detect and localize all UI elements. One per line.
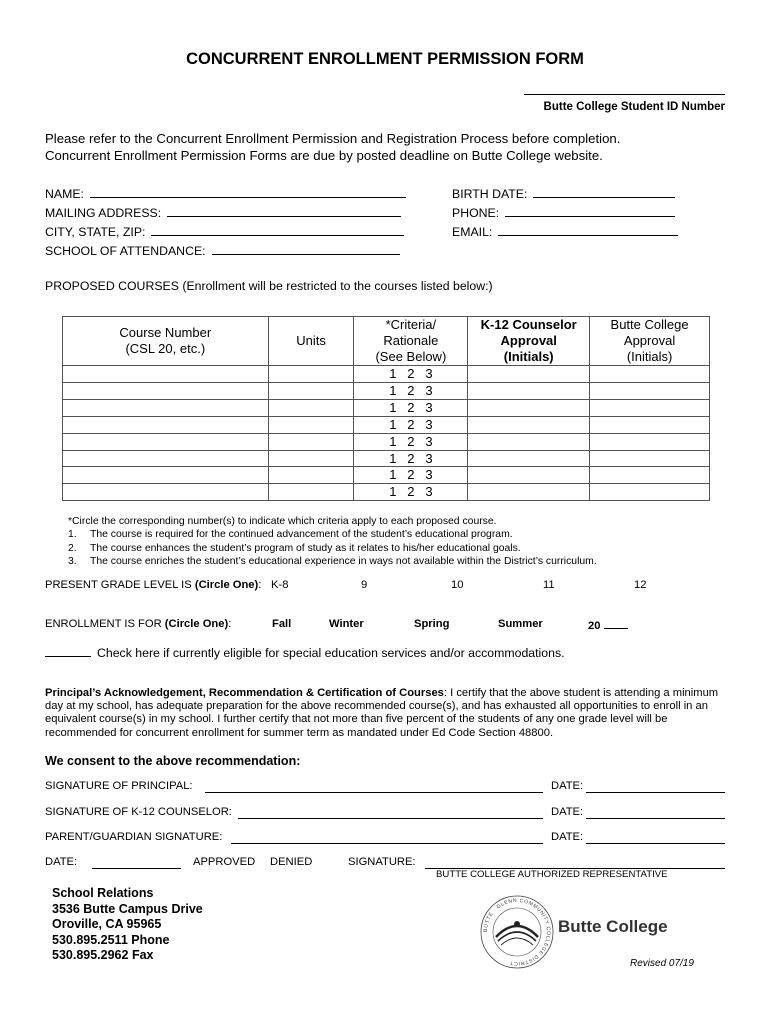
header-criteria-line1: *Criteria/ bbox=[385, 317, 437, 332]
counselor-date-input[interactable] bbox=[586, 818, 725, 819]
school-label: SCHOOL OF ATTENDANCE: bbox=[45, 244, 206, 258]
term-option-summer[interactable]: Summer bbox=[498, 618, 543, 630]
principal-signature-label: SIGNATURE OF PRINCIPAL: bbox=[45, 780, 193, 792]
birth-label: BIRTH DATE: bbox=[452, 187, 528, 201]
phone-field bbox=[452, 204, 675, 220]
criteria-cell[interactable]: 1 2 3 bbox=[354, 484, 468, 501]
principal-signature-row bbox=[45, 780, 193, 792]
header-butte-line1: Butte College bbox=[610, 317, 689, 332]
city-label: CITY, STATE, ZIP: bbox=[45, 225, 146, 239]
principal-text: : I certify that the above student is attending a minimum day at my school, has adequate preparation for the above recommended course(s), and has exhausted all opportunities to enroll in an equivalent course(s) in my school. I further certify that not more than five percent of the students of any one grade level will be recommended for concurrent enrollment for summer term as mandated under Ed Code Section 48800. bbox=[45, 687, 719, 739]
city-input[interactable] bbox=[151, 223, 404, 236]
header-units-line1: Units bbox=[296, 333, 326, 348]
course-number-cell[interactable] bbox=[63, 366, 269, 383]
criteria-notes-intro: *Circle the corresponding number(s) to indicate which criteria apply to each proposed course. bbox=[68, 516, 497, 527]
special-ed-label: Check here if currently eligible for special education services and/or accommodations. bbox=[97, 646, 565, 660]
counselor-signature-row bbox=[45, 806, 232, 818]
mailing-label: MAILING ADDRESS: bbox=[45, 206, 162, 220]
grade-circle-instruction: (Circle One) bbox=[194, 579, 259, 591]
courses-table bbox=[62, 316, 710, 501]
criteria-note-text: The course is required for the continued advancement of the student’s educational program. bbox=[90, 529, 513, 541]
parent-signature-row bbox=[45, 831, 222, 843]
intro-line-1: Please refer to the Concurrent Enrollment Permission and Registration Process before completion. bbox=[45, 131, 621, 146]
school-relations-address bbox=[52, 886, 203, 964]
header-criteria bbox=[354, 317, 468, 366]
counselor-date-label: DATE: bbox=[551, 806, 584, 818]
header-units bbox=[268, 317, 354, 366]
criteria-cell[interactable]: 1 2 3 bbox=[354, 450, 468, 467]
course-row bbox=[63, 382, 710, 399]
term-option-spring[interactable]: Spring bbox=[414, 618, 450, 630]
butte-initials-cell[interactable] bbox=[590, 467, 710, 484]
criteria-note-text: The course enhances the student’s program of study as it relates to his/her educational goals. bbox=[90, 542, 521, 554]
intro-text bbox=[45, 130, 735, 164]
criteria-cell[interactable]: 1 2 3 bbox=[354, 433, 468, 450]
k12-initials-cell[interactable] bbox=[468, 382, 590, 399]
butte-college-logo: Butte College bbox=[558, 917, 668, 936]
school-input[interactable] bbox=[212, 242, 400, 255]
enrollment-circle-instruction: (Circle One) bbox=[164, 618, 229, 630]
units-cell[interactable] bbox=[268, 399, 354, 416]
student-id-input-line[interactable] bbox=[524, 94, 725, 95]
mailing-field bbox=[45, 204, 401, 220]
courses-header-row bbox=[63, 317, 710, 366]
enrollment-label: ENROLLMENT IS FOR bbox=[45, 618, 162, 630]
butte-initials-cell[interactable] bbox=[590, 450, 710, 467]
course-row bbox=[63, 399, 710, 416]
enrollment-year-prefix: 20 bbox=[588, 620, 601, 632]
phone-input[interactable] bbox=[505, 204, 675, 217]
criteria-note bbox=[68, 528, 597, 541]
email-label: EMAIL: bbox=[452, 225, 493, 239]
counselor-signature-input[interactable] bbox=[238, 818, 543, 819]
email-input[interactable] bbox=[498, 223, 678, 236]
approved-option[interactable]: APPROVED bbox=[193, 856, 256, 868]
criteria-note-number: 3. bbox=[68, 555, 77, 567]
course-row bbox=[63, 433, 710, 450]
criteria-cell[interactable]: 1 2 3 bbox=[354, 416, 468, 433]
school-field bbox=[45, 242, 400, 258]
consent-heading bbox=[45, 754, 300, 768]
course-row bbox=[63, 484, 710, 501]
authorized-representative-caption: BUTTE COLLEGE AUTHORIZED REPRESENTATIVE bbox=[436, 869, 668, 880]
name-input[interactable] bbox=[90, 185, 406, 198]
grade-level-label: PRESENT GRADE LEVEL IS bbox=[45, 579, 192, 591]
criteria-cell[interactable]: 1 2 3 bbox=[354, 382, 468, 399]
student-id-label: Butte College Student ID Number bbox=[543, 101, 725, 113]
butte-initials-cell[interactable] bbox=[590, 382, 710, 399]
name-field bbox=[45, 185, 406, 201]
parent-signature-input[interactable] bbox=[231, 843, 543, 844]
units-cell[interactable] bbox=[268, 484, 354, 501]
header-k12-line3: (Initials) bbox=[503, 349, 554, 364]
course-number-cell[interactable] bbox=[63, 399, 269, 416]
course-number-cell[interactable] bbox=[63, 433, 269, 450]
grade-option-9[interactable]: 9 bbox=[361, 579, 368, 591]
course-number-cell[interactable] bbox=[63, 450, 269, 467]
header-k12-approval bbox=[468, 317, 590, 366]
course-row bbox=[63, 467, 710, 484]
butte-initials-cell[interactable] bbox=[590, 399, 710, 416]
header-course-number bbox=[63, 317, 269, 366]
butte-initials-cell[interactable] bbox=[590, 416, 710, 433]
units-cell[interactable] bbox=[268, 467, 354, 484]
k12-initials-cell[interactable] bbox=[468, 366, 590, 383]
course-number-cell[interactable] bbox=[63, 382, 269, 399]
birth-input[interactable] bbox=[533, 185, 675, 198]
principal-date-input[interactable] bbox=[586, 792, 725, 793]
grade-colon: : bbox=[258, 579, 262, 591]
butte-initials-cell[interactable] bbox=[590, 433, 710, 450]
header-butte-line3: (Initials) bbox=[626, 349, 673, 364]
enrollment-year-input[interactable] bbox=[604, 618, 628, 629]
address-phone: 530.895.2511 Phone bbox=[52, 932, 170, 947]
k12-initials-cell[interactable] bbox=[468, 467, 590, 484]
units-cell[interactable] bbox=[268, 416, 354, 433]
email-field bbox=[452, 223, 678, 239]
address-city: Oroville, CA 95965 bbox=[52, 917, 162, 931]
principal-date-label: DATE: bbox=[551, 780, 584, 792]
address-department: School Relations bbox=[52, 886, 154, 900]
k12-initials-cell[interactable] bbox=[468, 484, 590, 501]
name-label: NAME: bbox=[45, 187, 84, 201]
course-row bbox=[63, 366, 710, 383]
k12-initials-cell[interactable] bbox=[468, 399, 590, 416]
intro-line-2: Concurrent Enrollment Permission Forms are due by posted deadline on Butte College website. bbox=[45, 148, 603, 163]
mailing-input[interactable] bbox=[167, 204, 401, 217]
grade-option-12[interactable]: 12 bbox=[634, 579, 647, 591]
grade-level-row bbox=[45, 579, 735, 591]
criteria-note-number: 2. bbox=[68, 542, 77, 554]
city-field bbox=[45, 223, 404, 239]
form-title: CONCURRENT ENROLLMENT PERMISSION FORM bbox=[186, 50, 584, 68]
criteria-cell[interactable]: 1 2 3 bbox=[354, 467, 468, 484]
principal-heading: Principal’s Acknowledgement, Recommendation & Certification of Courses bbox=[45, 687, 444, 699]
criteria-note bbox=[68, 555, 597, 568]
counselor-signature-label: SIGNATURE OF K-12 COUNSELOR: bbox=[45, 806, 232, 818]
grade-option-10[interactable]: 10 bbox=[451, 579, 464, 591]
enrollment-year bbox=[588, 618, 628, 632]
parent-date-input[interactable] bbox=[586, 843, 725, 844]
criteria-cell[interactable]: 1 2 3 bbox=[354, 366, 468, 383]
phone-label: PHONE: bbox=[452, 206, 500, 220]
course-row bbox=[63, 416, 710, 433]
header-course-number-line2: (CSL 20, etc.) bbox=[125, 341, 206, 356]
term-option-fall[interactable]: Fall bbox=[272, 618, 292, 630]
consent-colon: : bbox=[296, 754, 301, 768]
butte-initials-cell[interactable] bbox=[590, 366, 710, 383]
principal-signature-input[interactable] bbox=[205, 792, 543, 793]
units-cell[interactable] bbox=[268, 366, 354, 383]
units-cell[interactable] bbox=[268, 382, 354, 399]
enrollment-colon: : bbox=[228, 618, 232, 630]
special-ed-checkbox[interactable] bbox=[45, 644, 91, 657]
approval-date-label: DATE: bbox=[45, 856, 78, 868]
birth-field bbox=[452, 185, 675, 201]
address-street: 3536 Butte Campus Drive bbox=[52, 901, 203, 916]
course-number-cell[interactable] bbox=[63, 467, 269, 484]
principal-acknowledgement bbox=[45, 687, 725, 740]
course-number-cell[interactable] bbox=[63, 416, 269, 433]
revision-date: Revised 07/19 bbox=[630, 958, 694, 969]
district-seal-icon bbox=[478, 893, 556, 971]
units-cell[interactable] bbox=[268, 433, 354, 450]
address-fax: 530.895.2962 Fax bbox=[52, 948, 154, 962]
parent-date-label: DATE: bbox=[551, 831, 584, 843]
term-option-winter[interactable]: Winter bbox=[329, 618, 364, 630]
grade-option-k8[interactable]: K-8 bbox=[271, 579, 289, 591]
special-education-row bbox=[45, 644, 565, 660]
approval-date-input[interactable] bbox=[92, 868, 181, 869]
grade-option-11[interactable]: 11 bbox=[543, 579, 555, 591]
header-butte-approval bbox=[590, 317, 710, 366]
k12-initials-cell[interactable] bbox=[468, 416, 590, 433]
criteria-cell[interactable]: 1 2 3 bbox=[354, 399, 468, 416]
representative-signature-label: SIGNATURE: bbox=[348, 856, 416, 868]
criteria-notes bbox=[68, 515, 597, 568]
consent-text: We consent to the above recommendation bbox=[45, 754, 297, 768]
header-course-number-line1: Course Number bbox=[119, 325, 212, 340]
header-criteria-line3: (See Below) bbox=[375, 349, 447, 364]
header-butte-line2: Approval bbox=[623, 333, 676, 348]
header-criteria-line2: Rationale bbox=[383, 333, 439, 348]
k12-initials-cell[interactable] bbox=[468, 450, 590, 467]
parent-signature-label: PARENT/GUARDIAN SIGNATURE: bbox=[45, 831, 223, 843]
criteria-note bbox=[68, 542, 597, 555]
proposed-courses-label: PROPOSED COURSES (Enrollment will be restricted to the courses listed below:) bbox=[45, 279, 493, 293]
criteria-note-text: The course enriches the student’s educational experience in ways not available within the District’s curriculum. bbox=[90, 555, 597, 567]
course-row bbox=[63, 450, 710, 467]
butte-initials-cell[interactable] bbox=[590, 484, 710, 501]
header-k12-line2: Approval bbox=[500, 333, 557, 348]
seal-text: BUTTE · GLENN COMMUNITY COLLEGE DISTRICT bbox=[482, 897, 552, 967]
units-cell[interactable] bbox=[268, 450, 354, 467]
denied-option[interactable]: DENIED bbox=[270, 856, 313, 868]
header-k12-line1: K-12 Counselor bbox=[480, 317, 577, 332]
k12-initials-cell[interactable] bbox=[468, 433, 590, 450]
enrollment-term-row bbox=[45, 618, 735, 630]
criteria-note-number: 1. bbox=[68, 529, 77, 541]
course-number-cell[interactable] bbox=[63, 484, 269, 501]
